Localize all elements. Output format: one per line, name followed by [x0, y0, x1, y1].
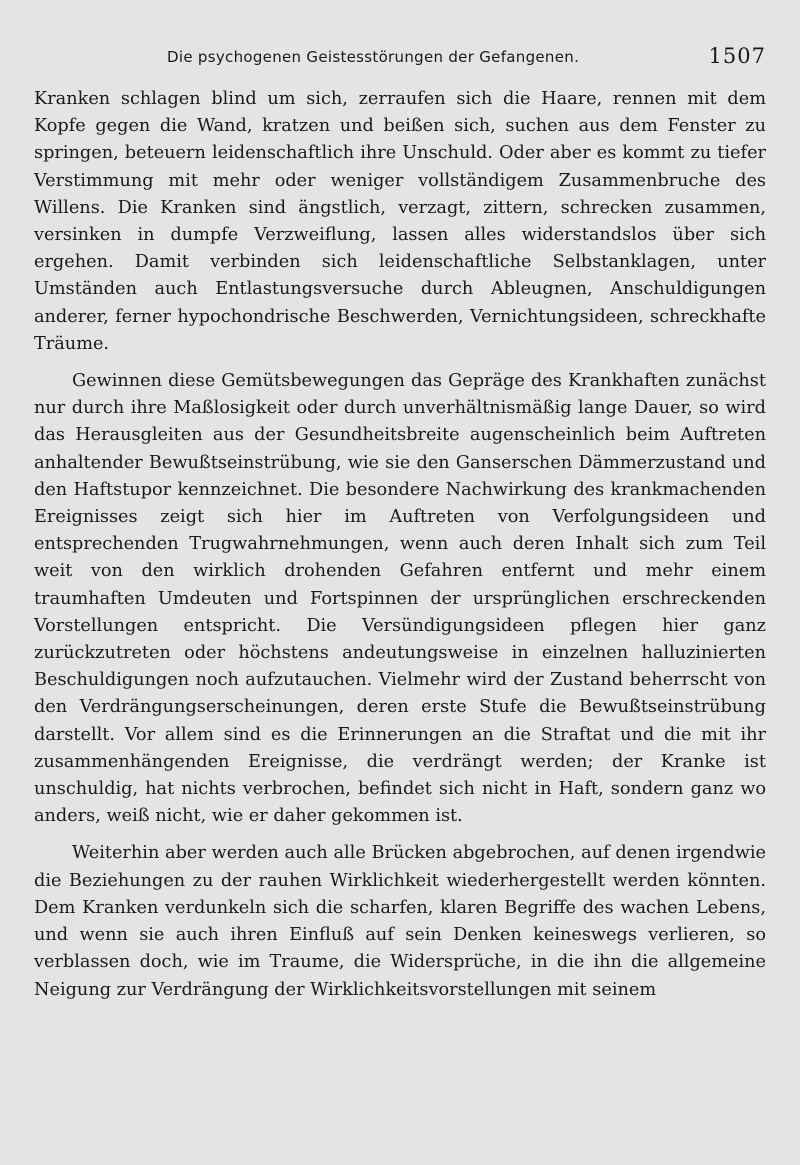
body-text [34, 86, 766, 1014]
paragraph-1: Kranken schlagen blind um sich, zerraufen sich die Haare, rennen mit dem Kopfe gegen die Wand, kratzen und beißen sich, suchen aus dem Fenster zu springen, beteuern leidenschaftlich ihre Unschuld. Oder aber es kommt zu tiefer Verstimmung mit mehr oder weniger vollständigem Zusammenbruche des Willens. Die Kranken sind ängstlich, verzagt, zittern, schrecken zusammen, versinken in dumpfe Verzweiflung, lassen alles widerstandslos über sich ergehen. Damit verbinden sich leidenschaftliche Selbstanklagen, unter Umständen auch Entlastungsversuche durch Ableugnen, Anschuldigungen anderer, ferner hypochondrische Beschwerden, Vernichtungsideen, schreckhafte Träume. [34, 89, 766, 354]
page-header [34, 44, 766, 74]
paragraph-3: Weiterhin aber werden auch alle Brücken abgebrochen, auf denen irgendwie die Beziehungen zu der rauhen Wirklichkeit wiederhergestellt werden könnten. Dem Kranken verdunkeln sich die scharfen, klaren Begriffe des wachen Lebens, und wenn sie auch ihren Einfluß auf sein Denken keineswegs verlieren, so verblassen doch, wie im Traume, die Widersprüche, in die ihn die allgemeine Neigung zur Verdrängung der Wirklichkeitsvorstellungen mit seinem [34, 843, 766, 1000]
page-number: 1507 [708, 44, 766, 68]
running-title: Die psychogenen Geistesstörungen der Gefangenen. [167, 48, 580, 66]
paragraph-2: Gewinnen diese Gemütsbewegungen das Gepräge des Krankhaften zunächst nur durch ihre Maßlosigkeit oder durch unverhältnismäßig lange Dauer, so wird das Herausgleiten aus der Gesundheitsbreite augenscheinlich beim Auftreten anhaltender Bewußtseinstrübung, wie sie den Ganserschen Dämmerzustand und den Haftstupor kennzeichnet. Die besondere Nachwirkung des krankmachenden Ereignisses zeigt sich hier im Auftreten von Verfolgungsideen und entsprechenden Trugwahrnehmungen, wenn auch deren Inhalt sich zum Teil weit von den wirklich drohenden Gefahren entfernt und mehr einem traumhaften Umdeuten und Fortspinnen der ursprünglichen erschreckenden Vorstellungen entspricht. Die Versündigungsideen pflegen hier ganz zurückzutreten oder höchstens andeutungsweise in einzelnen halluzinierten Beschuldigungen noch aufzutauchen. Vielmehr wird der Zustand beherrscht von den Verdrängungserscheinungen, deren erste Stufe die Bewußtseinstrübung darstellt. Vor allem sind es die Erinnerungen an die Straftat und die mit ihr zusammenhängenden Ereignisse, die verdrängt werden; der Kranke ist unschuldig, hat nichts verbrochen, befindet sich nicht in Haft, sondern ganz wo anders, weiß nicht, wie er daher gekommen ist. [34, 371, 766, 827]
